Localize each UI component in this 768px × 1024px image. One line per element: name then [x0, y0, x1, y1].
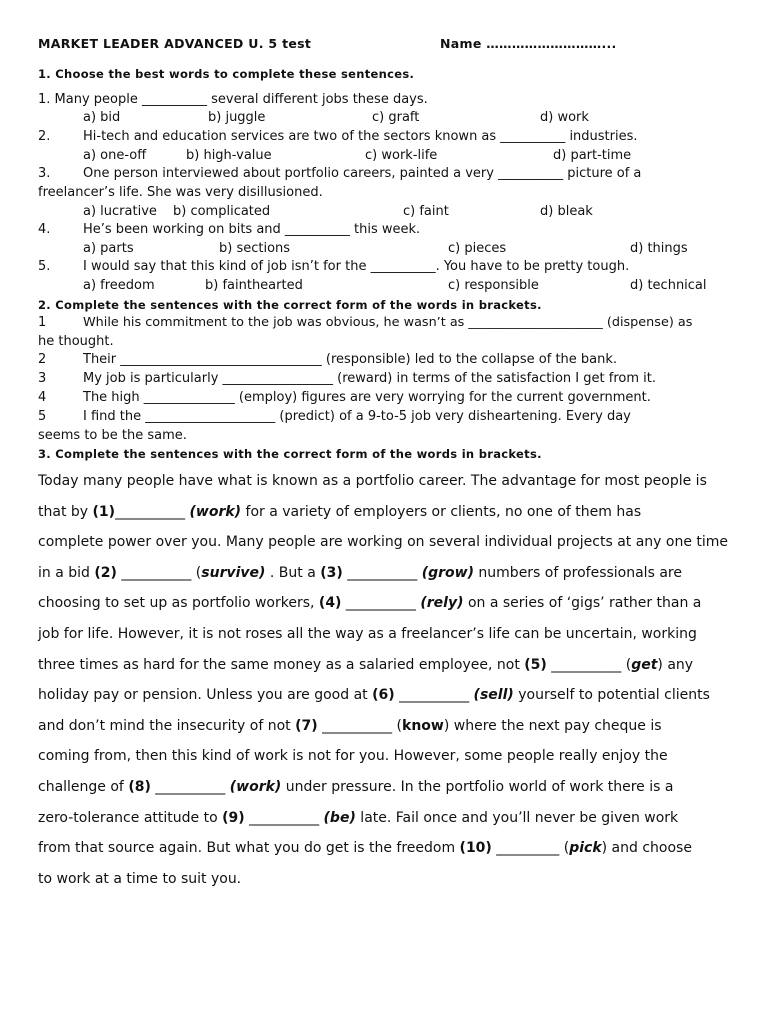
- passage-text: __________: [150, 779, 230, 795]
- option-c: c) work-life: [365, 148, 438, 163]
- option-d: d) technical: [630, 278, 707, 293]
- question-4-text: He’s been working on bits and __________ this week.: [83, 222, 421, 237]
- item-5-text: I find the ____________________ (predict) of a 9-to-5 job very disheartening. Every day: [83, 409, 631, 424]
- option-c: c) graft: [372, 110, 420, 125]
- option-a: a) parts: [83, 241, 134, 256]
- question-number: 1.: [38, 92, 51, 107]
- gap-number: (10): [459, 840, 492, 856]
- name-field-label: Name ………………………...: [440, 36, 617, 51]
- option-a: a) one-off: [83, 148, 147, 163]
- passage-text: __________ (: [546, 657, 632, 673]
- option-a: a) freedom: [83, 278, 155, 293]
- section-2-heading: 2. Complete the sentences with the correct form of the words in brackets.: [38, 298, 542, 312]
- passage-text: choosing to set up as portfolio workers,: [38, 595, 319, 611]
- passage-line: [38, 810, 678, 826]
- item-number: 2: [38, 352, 47, 367]
- question-1: [38, 92, 428, 108]
- option-c: c) faint: [403, 204, 449, 219]
- section-3-heading: 3. Complete the sentences with the correct form of the words in brackets.: [38, 447, 542, 461]
- passage-text: ) any: [657, 657, 694, 673]
- item-2-text: Their _______________________________ (responsible) led to the collapse of the bank.: [83, 352, 618, 367]
- question-number: 3.: [38, 166, 51, 181]
- passage-text: for a variety of employers or clients, no one of them has: [241, 504, 642, 520]
- passage-text: __________: [115, 504, 190, 520]
- gap-number: (9): [222, 810, 245, 826]
- question-number: 2.: [38, 129, 51, 144]
- word-hint: survive): [201, 565, 266, 581]
- word-hint: (rely): [420, 595, 464, 611]
- question-number: 4.: [38, 222, 51, 237]
- option-d: d) work: [540, 110, 589, 125]
- passage-text: from that source again. But what you do get is the freedom: [38, 840, 460, 856]
- passage-line: [38, 687, 710, 703]
- section-1-heading: 1. Choose the best words to complete these sentences.: [38, 67, 415, 81]
- passage-line: [38, 473, 707, 489]
- option-b: b) juggle: [208, 110, 266, 125]
- passage-text: three times as hard for the same money as a salaried employee, not: [38, 657, 525, 673]
- item-number: 1: [38, 315, 47, 330]
- option-b: b) sections: [219, 241, 291, 256]
- passage-text: holiday pay or pension. Unless you are good at: [38, 687, 373, 703]
- gap-number: (4): [318, 595, 342, 611]
- passage-text: ) and choose: [601, 840, 692, 856]
- option-a: a) bid: [83, 110, 121, 125]
- passage-text: __________: [394, 687, 474, 703]
- gap-number: (5): [524, 657, 547, 673]
- gap-number: know: [402, 718, 444, 734]
- option-d: d) things: [630, 241, 688, 256]
- passage-text: coming from, then this kind of work is not for you. However, some people really enjoy the: [38, 748, 668, 764]
- word-hint: (grow): [421, 565, 474, 581]
- item-5-continuation: seems to be the same.: [38, 428, 187, 443]
- gap-number: (6): [372, 687, 395, 703]
- item-1-text: While his commitment to the job was obvious, he wasn’t as _____________________ (dispense) as: [83, 315, 693, 330]
- passage-text: late. Fail once and you’ll never be given work: [355, 810, 679, 826]
- question-5-text: I would say that this kind of job isn’t for the __________. You have to be pretty tough.: [83, 259, 630, 274]
- word-hint: (be): [323, 810, 356, 826]
- passage-line: [38, 779, 673, 795]
- passage-text: _________ (: [491, 840, 570, 856]
- passage-text: Today many people have what is known as a portfolio career. The advantage for most people is: [38, 473, 707, 489]
- passage-line: [38, 871, 241, 887]
- passage-text: __________: [342, 565, 422, 581]
- gap-number: (8): [128, 779, 151, 795]
- option-c: c) pieces: [448, 241, 507, 256]
- item-number: 5: [38, 409, 47, 424]
- passage-line: [38, 748, 668, 764]
- passage-line: [38, 534, 728, 550]
- passage-text: complete power over you. Many people are working on several individual projects at any one time: [38, 534, 729, 550]
- passage-text: __________ (: [317, 718, 403, 734]
- option-c: c) responsible: [448, 278, 539, 293]
- word-hint: pick: [569, 840, 602, 856]
- item-3-text: My job is particularly _________________ (reward) in terms of the satisfaction I get from it.: [83, 371, 656, 386]
- passage-text: on a series of ‘gigs’ rather than a: [463, 595, 702, 611]
- passage-text: __________: [244, 810, 324, 826]
- option-a: a) lucrative: [83, 204, 157, 219]
- word-hint: (work): [189, 504, 242, 520]
- gap-number: (2): [94, 565, 117, 581]
- passage-line: [38, 626, 697, 642]
- passage-text: job for life. However, it is not roses all the way as a freelancer’s life can be uncertain, working: [38, 626, 697, 642]
- passage-line: [38, 504, 641, 520]
- word-hint: (sell): [473, 687, 514, 703]
- passage-text: that by: [38, 504, 93, 520]
- worksheet-title: MARKET LEADER ADVANCED U. 5 test: [38, 36, 312, 51]
- gap-number: (3): [320, 565, 343, 581]
- question-3-continuation: freelancer’s life. She was very disillusioned.: [38, 185, 323, 200]
- question-text: Many people __________ several different jobs these days.: [54, 92, 428, 107]
- option-b: b) fainthearted: [205, 278, 303, 293]
- gap-number: (1): [92, 504, 116, 520]
- passage-text: yourself to potential clients: [513, 687, 710, 703]
- passage-text: __________: [341, 595, 421, 611]
- item-1-continuation: he thought.: [38, 334, 114, 349]
- passage-text: under pressure. In the portfolio world of work there is a: [281, 779, 674, 795]
- item-number: 3: [38, 371, 47, 386]
- option-d: d) bleak: [540, 204, 593, 219]
- passage-text: in a bid: [38, 565, 95, 581]
- question-number: 5.: [38, 259, 51, 274]
- passage-line: [38, 718, 662, 734]
- option-d: d) part-time: [553, 148, 632, 163]
- passage-text: numbers of professionals are: [473, 565, 682, 581]
- option-b: b) high-value: [186, 148, 272, 163]
- gap-number: (7): [295, 718, 318, 734]
- passage-line: [38, 840, 692, 856]
- passage-text: ) where the next pay cheque is: [443, 718, 662, 734]
- passage-text: __________ (: [116, 565, 202, 581]
- question-2-text: Hi-tech and education services are two of the sectors known as __________ industries.: [83, 129, 638, 144]
- item-4-text: The high ______________ (employ) figures are very worrying for the current government.: [83, 390, 651, 405]
- question-3-text: One person interviewed about portfolio careers, painted a very __________ picture of a: [83, 166, 642, 181]
- passage-line: [38, 657, 693, 673]
- word-hint: (work): [229, 779, 282, 795]
- passage-text: to work at a time to suit you.: [38, 871, 242, 887]
- option-b: b) complicated: [173, 204, 271, 219]
- passage-line: [38, 565, 682, 581]
- item-number: 4: [38, 390, 47, 405]
- passage-text: challenge of: [38, 779, 129, 795]
- passage-text: . But a: [265, 565, 321, 581]
- passage-text: zero-tolerance attitude to: [38, 810, 223, 826]
- passage-line: [38, 595, 701, 611]
- word-hint: get: [631, 657, 658, 673]
- passage-text: and don’t mind the insecurity of not: [38, 718, 296, 734]
